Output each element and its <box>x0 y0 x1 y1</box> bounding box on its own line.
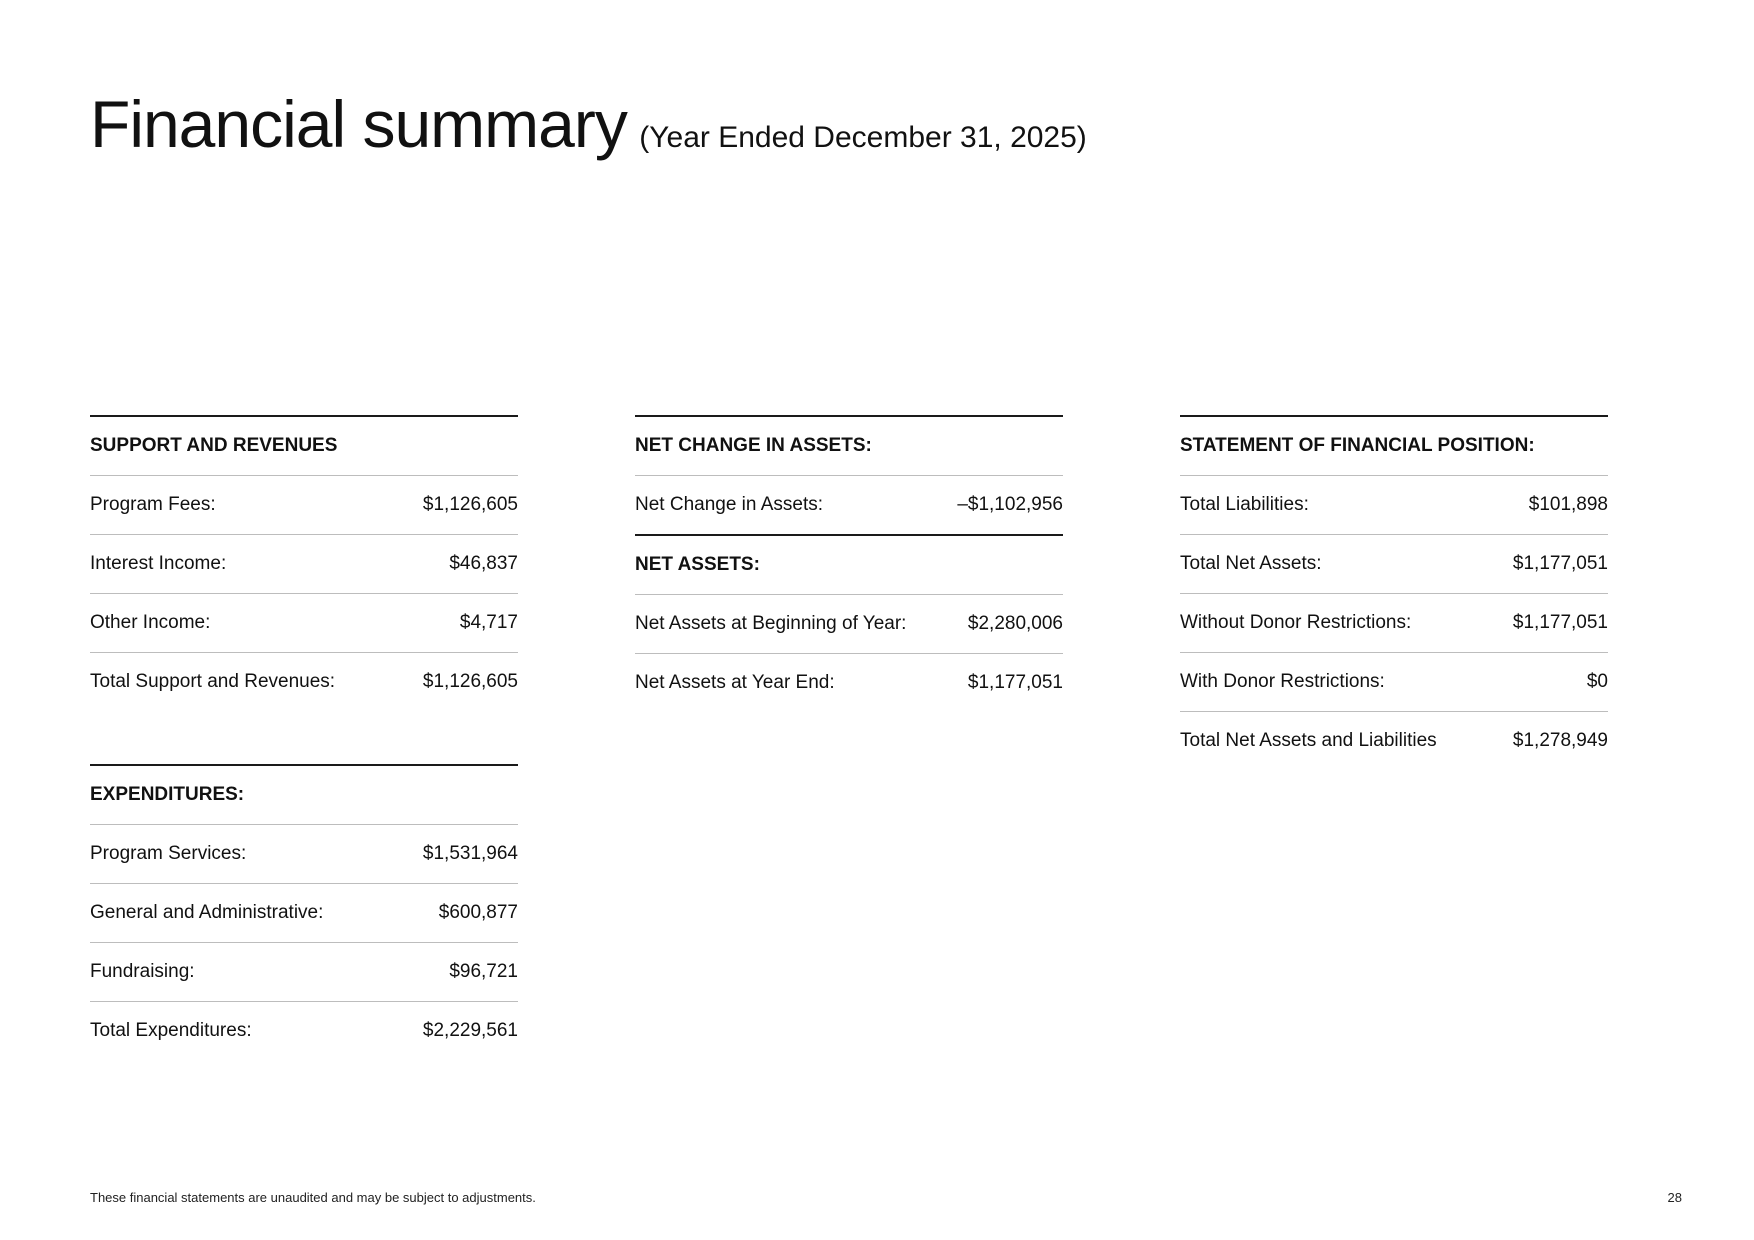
row-label: Interest Income: <box>90 553 227 574</box>
table-row <box>90 653 518 711</box>
row-value: $600,877 <box>438 902 518 923</box>
row-value: $2,280,006 <box>967 613 1063 634</box>
row-value: $0 <box>1586 671 1608 692</box>
row-label: Net Assets at Beginning of Year: <box>635 613 907 634</box>
row-value: –$1,102,956 <box>957 494 1063 515</box>
table-row <box>1180 535 1608 594</box>
row-label: Other Income: <box>90 612 211 633</box>
table-row <box>90 476 518 535</box>
row-value: $1,126,605 <box>422 494 518 515</box>
table-row <box>635 654 1063 712</box>
row-label: Total Net Assets: <box>1180 553 1322 574</box>
table-row <box>90 594 518 653</box>
row-label: Program Services: <box>90 843 247 864</box>
row-label: Program Fees: <box>90 494 216 515</box>
row-value: $1,126,605 <box>422 671 518 692</box>
row-value: $4,717 <box>459 612 518 633</box>
row-label: Net Change in Assets: <box>635 494 823 515</box>
table-row <box>1180 476 1608 535</box>
row-value: $1,177,051 <box>1512 553 1608 574</box>
table-header-row <box>635 536 1063 595</box>
row-value: $1,177,051 <box>1512 612 1608 633</box>
table-row <box>635 476 1063 536</box>
expenditures-table <box>90 764 518 1060</box>
row-value: $96,721 <box>449 961 518 982</box>
page-number: 28 <box>1667 1190 1682 1205</box>
table-row <box>90 825 518 884</box>
page-header <box>90 86 1087 162</box>
row-label: Fundraising: <box>90 961 195 982</box>
table-row <box>90 943 518 1002</box>
table-row <box>90 535 518 594</box>
financial-position-table <box>1180 415 1608 770</box>
row-value: $46,837 <box>449 553 518 574</box>
net-change-table <box>635 415 1063 712</box>
row-value: $1,531,964 <box>422 843 518 864</box>
row-value: $1,177,051 <box>967 672 1063 693</box>
page-subtitle: (Year Ended December 31, 2025) <box>639 121 1087 154</box>
table-header-row <box>90 417 518 476</box>
page-title: Financial summary <box>90 87 627 161</box>
row-label: Total Net Assets and Liabilities <box>1180 730 1437 751</box>
section-heading: NET CHANGE IN ASSETS: <box>635 435 872 456</box>
table-row <box>90 1002 518 1060</box>
row-label: General and Administrative: <box>90 902 324 923</box>
row-label: Total Liabilities: <box>1180 494 1309 515</box>
table-header-row <box>1180 417 1608 476</box>
row-value: $101,898 <box>1528 494 1608 515</box>
support-revenues-table <box>90 415 518 711</box>
table-row <box>90 884 518 943</box>
footnote: These financial statements are unaudited and may be subject to adjustments. <box>90 1190 536 1205</box>
table-header-row <box>90 766 518 825</box>
table-row <box>635 595 1063 654</box>
section-heading: STATEMENT OF FINANCIAL POSITION: <box>1180 435 1535 456</box>
table-row <box>1180 653 1608 712</box>
row-label: With Donor Restrictions: <box>1180 671 1385 692</box>
table-row <box>1180 712 1608 770</box>
section-heading: SUPPORT AND REVENUES <box>90 435 338 456</box>
section-heading: NET ASSETS: <box>635 554 760 575</box>
row-value: $1,278,949 <box>1512 730 1608 751</box>
row-label: Total Support and Revenues: <box>90 671 336 692</box>
row-label: Total Expenditures: <box>90 1020 252 1041</box>
section-heading: EXPENDITURES: <box>90 784 245 805</box>
row-label: Without Donor Restrictions: <box>1180 612 1412 633</box>
row-label: Net Assets at Year End: <box>635 672 835 693</box>
row-value: $2,229,561 <box>422 1020 518 1041</box>
table-row <box>1180 594 1608 653</box>
table-header-row <box>635 417 1063 476</box>
